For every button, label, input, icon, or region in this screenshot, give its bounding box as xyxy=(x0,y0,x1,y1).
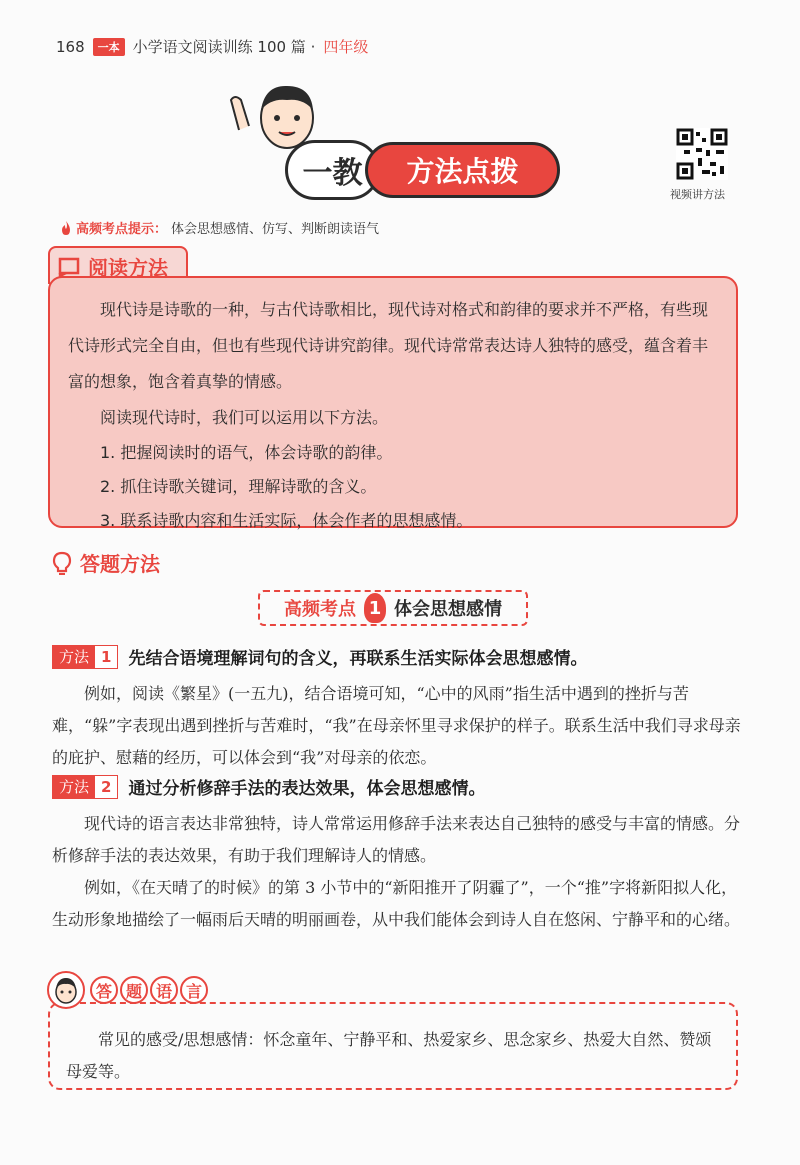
title-char: 语 xyxy=(150,976,178,1004)
example-paragraph: 例如，《在天晴了的时候》的第 3 小节中的“新阳推开了阴霾了”，一个“推”字将新阳拟人化，生动形象地描绘了一幅雨后天晴的明丽画卷，从中我们能体会到诗人自在悠闲、宁静平和的心绪。 xyxy=(52,878,741,929)
method-1-row xyxy=(52,644,587,669)
method-heading: 通过分析修辞手法的表达效果，体会思想感情。 xyxy=(128,779,486,799)
teach-label: 一教 xyxy=(285,140,380,200)
section-banner xyxy=(225,80,565,210)
method-badge-number: 2 xyxy=(95,776,117,798)
page-header xyxy=(56,36,368,57)
thinking-boy-icon xyxy=(46,970,86,1010)
reading-method-heading xyxy=(58,252,168,281)
lightbulb-icon xyxy=(52,551,72,575)
page-number: 168 xyxy=(56,37,85,56)
qr-code-icon[interactable] xyxy=(676,128,728,180)
freq-number-flame: 1 xyxy=(364,593,386,623)
high-frequency-point-banner xyxy=(258,590,528,626)
book-icon xyxy=(58,257,80,277)
method-1-example xyxy=(52,678,742,774)
brand-badge: 一本 xyxy=(93,38,125,56)
answer-language-heading xyxy=(46,970,208,1010)
title-char: 言 xyxy=(180,976,208,1004)
method-badge-label: 方法 xyxy=(53,776,95,798)
freq-topic: 体会思想感情 xyxy=(394,599,502,620)
key-point-tip xyxy=(60,218,379,237)
example-paragraph: 例如，阅读《繁星》(一五九)，结合语境可知，“心中的风雨”指生活中遇到的挫折与苦难，“躲”字表现出遇到挫折与苦难时，“我”在母亲怀里寻求保护的样子。联系生活中我们寻求母亲的庇护、慰藉的经历，可以体会到“我”对母亲的依恋。 xyxy=(52,684,741,767)
body-paragraph: 现代诗的语言表达非常独特，诗人常常运用修辞手法来表达自己独特的感受与丰富的情感。分析修辞手法的表达效果，有助于我们理解诗人的情感。 xyxy=(52,814,741,865)
reading-method-item: 3. 联系诗歌内容和生活实际，体会作者的思想感情。 xyxy=(100,511,473,530)
answer-method-heading xyxy=(52,548,160,577)
tip-label: 高频考点提示： xyxy=(76,222,168,237)
reading-method-title: 阅读方法 xyxy=(88,256,168,280)
reading-method-box xyxy=(48,276,738,528)
method-badge-label: 方法 xyxy=(53,646,95,668)
method-2-body xyxy=(52,808,742,936)
method-2-row xyxy=(52,774,485,799)
title-char: 题 xyxy=(120,976,148,1004)
method-guide-label: 方法点拨 xyxy=(365,142,560,198)
method-badge xyxy=(52,775,118,799)
answer-language-text: 常见的感受/思想感情：怀念童年、宁静平和、热爱家乡、思念家乡、热爱大自然、赞颂母爱等。 xyxy=(66,1030,712,1081)
method-badge xyxy=(52,645,118,669)
answer-language-title xyxy=(90,976,208,1004)
tip-text: 体会思想感情、仿写、判断朗读语气 xyxy=(171,222,380,237)
method-badge-number: 1 xyxy=(95,646,117,668)
reading-paragraph: 现代诗是诗歌的一种，与古代诗歌相比，现代诗对格式和韵律的要求并不严格，有些现代诗形式完全自由，但也有些现代诗讲究韵律。现代诗常常表达诗人独特的感受，蕴含着丰富的想象，饱含着真挚的情感。 xyxy=(68,300,709,391)
qr-caption: 视频讲方法 xyxy=(670,188,725,201)
title-char: 答 xyxy=(90,976,118,1004)
reading-method-item: 1. 把握阅读时的语气，体会诗歌的韵律。 xyxy=(100,443,393,462)
reading-paragraph: 阅读现代诗时，我们可以运用以下方法。 xyxy=(100,408,389,427)
answer-method-title: 答题方法 xyxy=(80,552,160,576)
method-heading: 先结合语境理解词句的含义，再联系生活实际体会思想感情。 xyxy=(128,649,588,669)
flame-icon xyxy=(60,221,72,235)
grade-label: 四年级 xyxy=(323,38,369,56)
reading-method-item: 2. 抓住诗歌关键词，理解诗歌的含义。 xyxy=(100,477,377,496)
book-title: 小学语文阅读训练 100 篇 · xyxy=(132,38,316,56)
freq-label: 高频考点 xyxy=(284,599,356,620)
answer-language-box xyxy=(48,1002,738,1090)
